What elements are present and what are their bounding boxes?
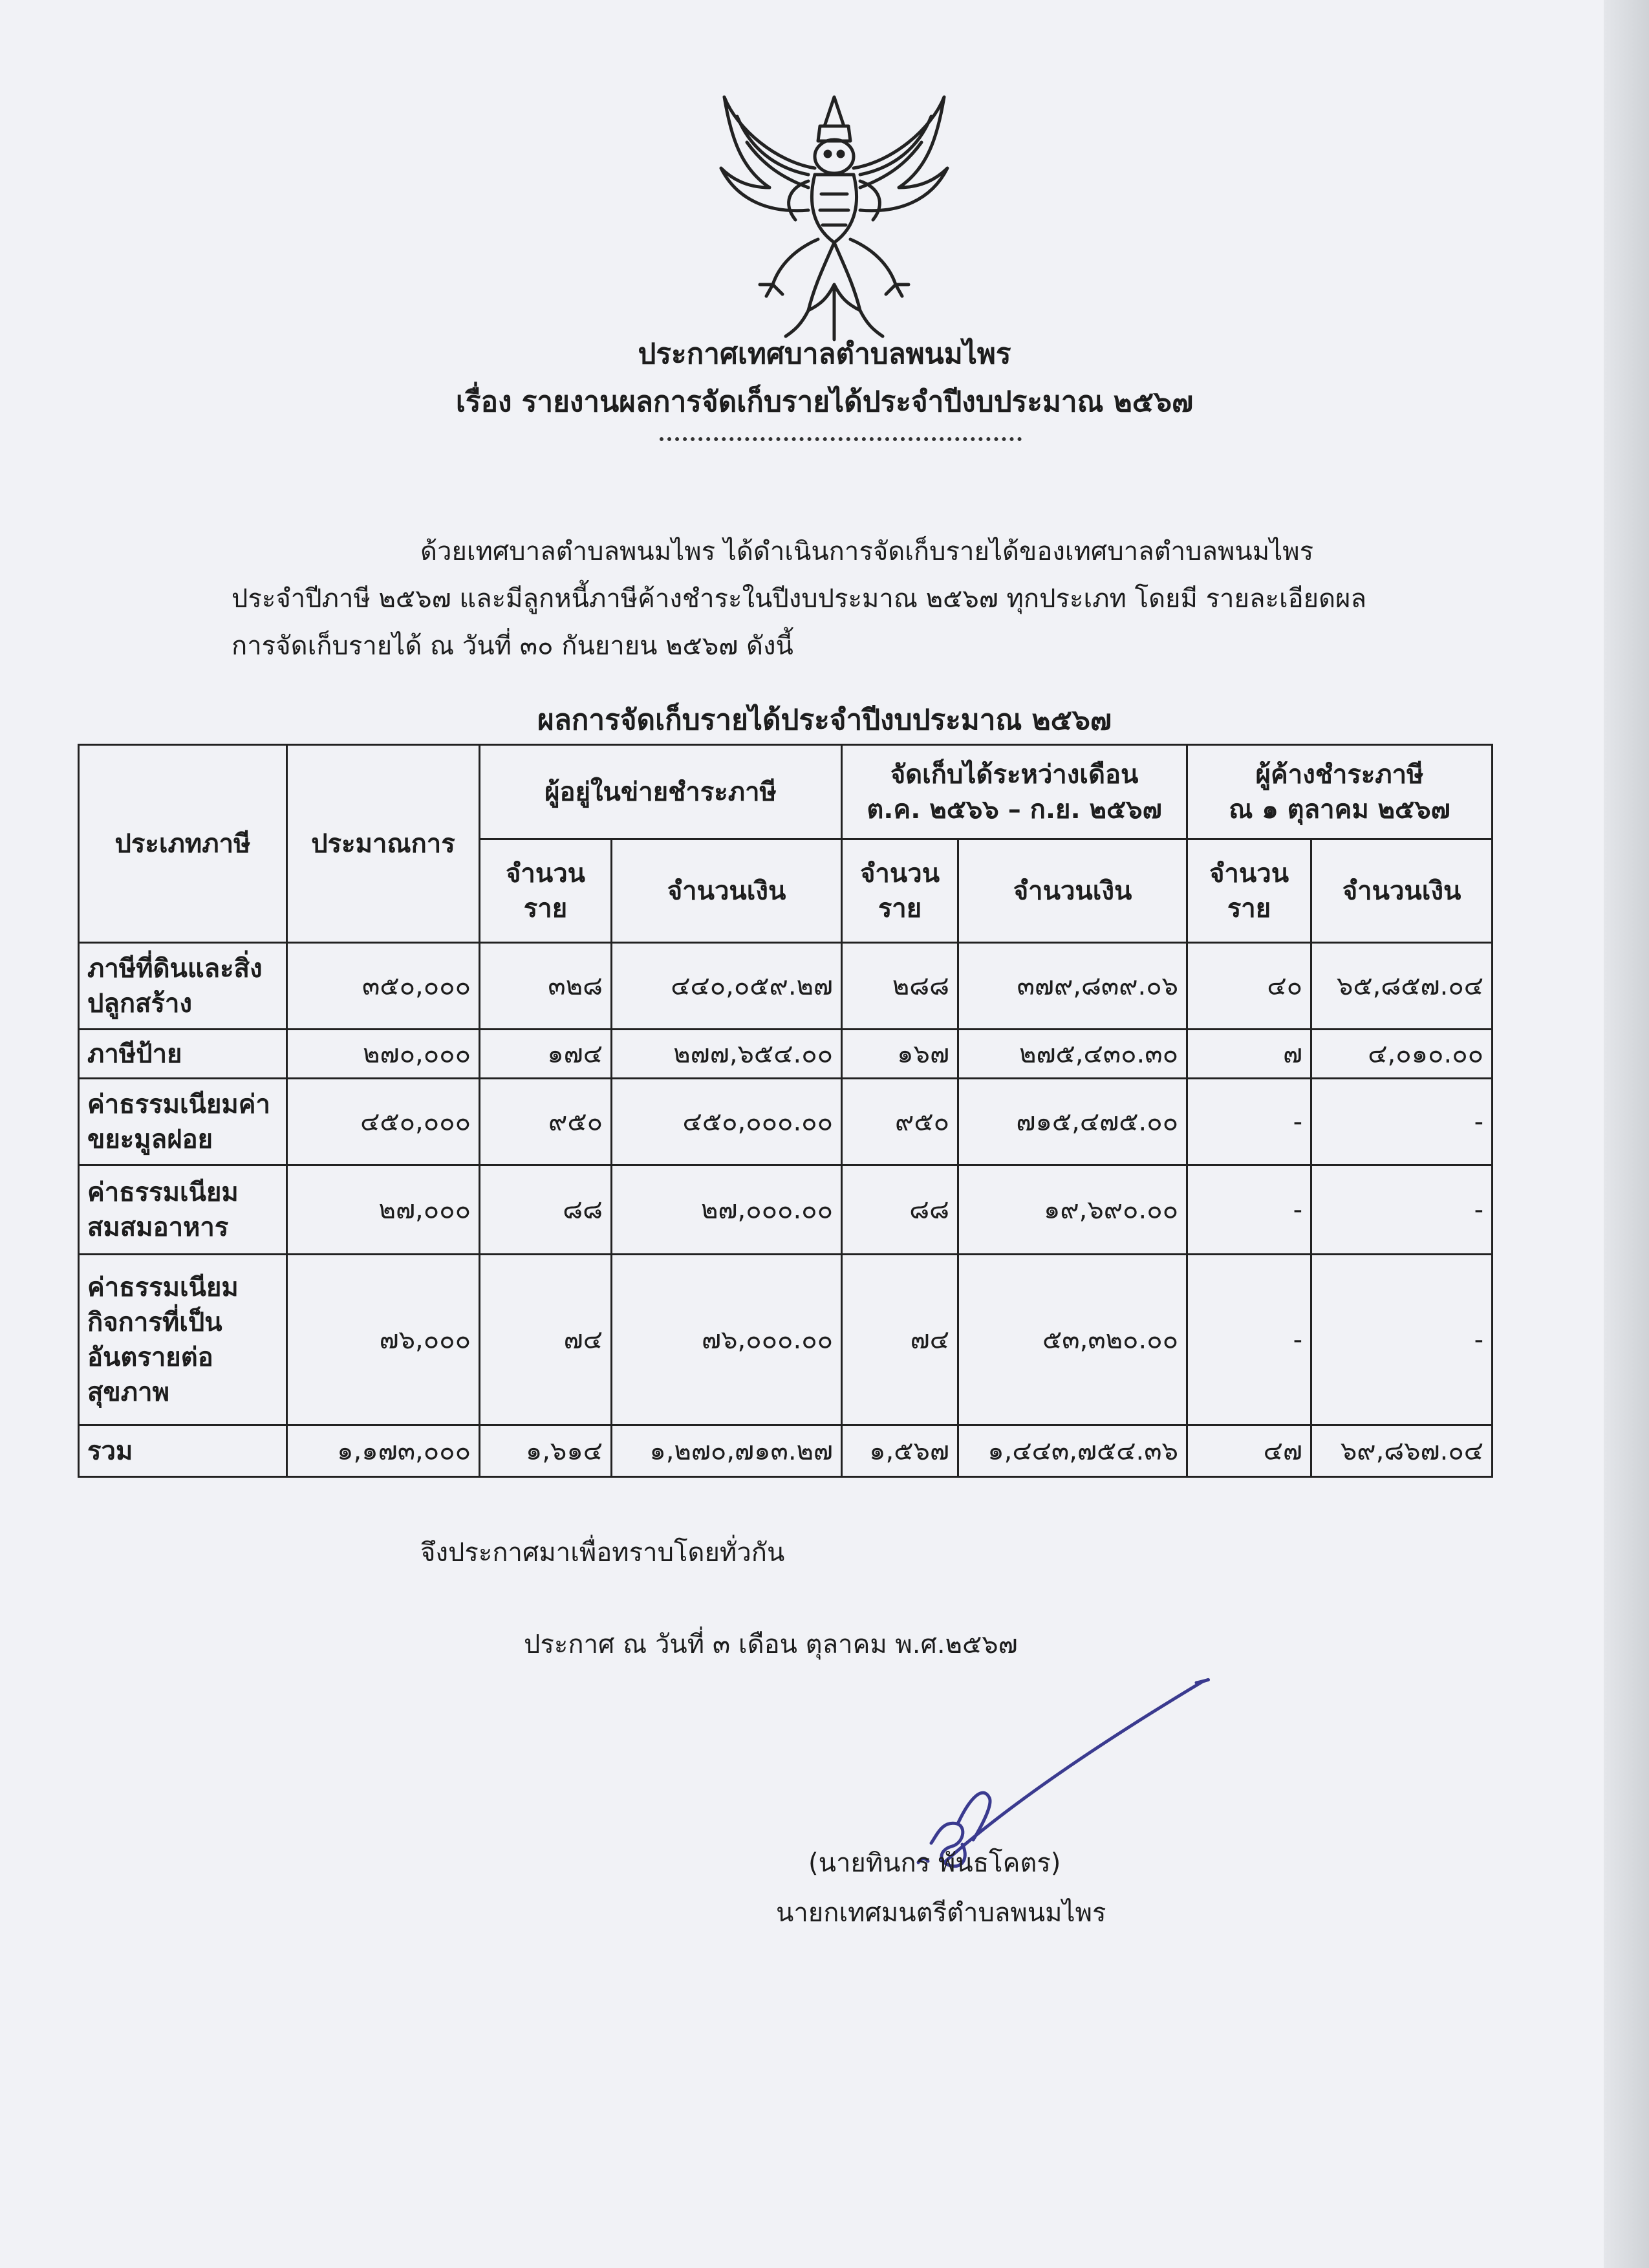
row-tax-type [79,1425,287,1477]
header-count [842,839,958,943]
cell-amount: ๔๔๐,๐๕๙.๒๗ [612,943,842,1030]
cell-count: ๗๔ [842,1255,958,1425]
table-row [79,1165,1493,1255]
table-row [79,1079,1493,1165]
row-tax-type-line: ปลูกสร้าง [87,988,193,1019]
cell-amount: ๒๗,๐๐๐.๐๐ [612,1165,842,1255]
row-tax-type-line: สมสมอาหาร [87,1212,229,1242]
cell-estimate: ๒๗๐,๐๐๐ [287,1030,480,1079]
cell-count: ๓๒๘ [480,943,612,1030]
header-collected-line1: จัดเก็บได้ระหว่างเดือน [890,759,1139,790]
cell-amount: ๒๗๕,๔๓๐.๓๐ [958,1030,1187,1079]
header-amount: จำนวนเงิน [612,839,842,943]
header-count [480,839,612,943]
closing-text: จึงประกาศมาเพื่อทราบโดยทั่วกัน [420,1538,785,1568]
intro-line-1: ด้วยเทศบาลตำบลพนมไพร ได้ดำเนินการจัดเก็บรายได้ของเทศบาลตำบลพนมไพร [420,537,1314,567]
header-count-line1: จำนวน [1209,858,1289,889]
cell-amount: ๑๙,๖๙๐.๐๐ [958,1165,1187,1255]
cell-amount: ๕๓,๓๒๐.๐๐ [958,1255,1187,1425]
header-outstanding-line2: ณ ๑ ตุลาคม ๒๕๖๗ [1229,794,1450,825]
table-title: ผลการจัดเก็บรายได้ประจำปีงบประมาณ ๒๕๖๗ [537,704,1112,737]
row-tax-type-line: ค่าธรรมเนียมค่า [87,1089,271,1119]
intro-line-2: ประจำปีภาษี ๒๕๖๗ และมีลูกหนี้ภาษีค้างชำระในปีงบประมาณ ๒๕๖๗ ทุกประเภท โดยมี รายละเอียดผล [232,584,1366,614]
row-tax-type-line: ภาษีที่ดินและสิ่ง [87,953,263,984]
row-tax-type-line: ค่าธรรมเนียม [87,1272,239,1302]
row-tax-type-line: ค่าธรรมเนียม [87,1177,239,1207]
cell-amount: - [1311,1255,1493,1425]
header-estimate: ประมาณการ [287,745,480,943]
row-tax-type-line: ภาษีป้าย [87,1039,182,1069]
header-count-line2: ราย [1227,893,1271,923]
cell-amount: ๖๙,๘๖๗.๐๔ [1311,1425,1493,1477]
header-outstanding [1187,745,1493,839]
table-row [79,1030,1493,1079]
row-tax-type-line: รวม [87,1436,133,1466]
cell-estimate: ๓๕๐,๐๐๐ [287,943,480,1030]
header-collected-line2: ต.ค. ๒๕๖๖ – ก.ย. ๒๕๖๗ [867,794,1162,825]
cell-count: ๙๕๐ [480,1079,612,1165]
dotted-separator [660,437,1022,441]
row-tax-type-line: ขยะมูลฝอย [87,1124,213,1154]
cell-count: ๑,๕๖๗ [842,1425,958,1477]
cell-estimate: ๒๗,๐๐๐ [287,1165,480,1255]
cell-count: ๗๔ [480,1255,612,1425]
row-tax-type-line: อันตรายต่อ [87,1342,213,1372]
header-collected [842,745,1187,839]
header-taxpayers: ผู้อยู่ในข่ายชำระภาษี [480,745,842,839]
header-count-line1: จำนวน [505,858,586,889]
revenue-table [78,744,1493,1478]
row-tax-type [79,1165,287,1255]
cell-count: ๑,๖๑๔ [480,1425,612,1477]
cell-count: ๑๗๔ [480,1030,612,1079]
cell-amount: ๗๖,๐๐๐.๐๐ [612,1255,842,1425]
cell-amount: ๑,๒๗๐,๗๑๓.๒๗ [612,1425,842,1477]
cell-amount: ๗๑๕,๔๗๕.๐๐ [958,1079,1187,1165]
cell-count: - [1187,1255,1311,1425]
date-line: ประกาศ ณ วันที่ ๓ เดือน ตุลาคม พ.ศ.๒๕๖๗ [524,1630,1018,1659]
row-tax-type-line: สุขภาพ [87,1377,169,1407]
row-tax-type [79,943,287,1030]
header-count [1187,839,1311,943]
table-row [79,943,1493,1030]
row-tax-type [79,1030,287,1079]
cell-count: ๙๕๐ [842,1079,958,1165]
cell-count: ๔๗ [1187,1425,1311,1477]
cell-count: ๔๐ [1187,943,1311,1030]
garuda-emblem [711,91,957,343]
cell-amount: ๒๗๗,๖๕๔.๐๐ [612,1030,842,1079]
cell-amount: ๔๕๐,๐๐๐.๐๐ [612,1079,842,1165]
cell-count: ๘๘ [842,1165,958,1255]
header-amount: จำนวนเงิน [958,839,1187,943]
cell-count: ๑๖๗ [842,1030,958,1079]
header-count-line1: จำนวน [859,858,940,889]
header-count-line2: ราย [523,893,568,923]
table-row-total [79,1425,1493,1477]
header-count-line2: ราย [878,893,922,923]
signer-position: นายกเทศมนตรีตำบลพนมไพร [776,1898,1106,1928]
cell-estimate: ๗๖,๐๐๐ [287,1255,480,1425]
cell-amount: - [1311,1165,1493,1255]
cell-estimate: ๔๕๐,๐๐๐ [287,1079,480,1165]
header-amount: จำนวนเงิน [1311,839,1493,943]
cell-estimate: ๑,๑๗๓,๐๐๐ [287,1425,480,1477]
cell-amount: ๓๗๙,๘๓๙.๐๖ [958,943,1187,1030]
subject-heading: เรื่อง รายงานผลการจัดเก็บรายได้ประจำปีงบประมาณ ๒๕๖๗ [455,385,1194,418]
announcement-heading: ประกาศเทศบาลตำบลพนมไพร [638,338,1011,371]
row-tax-type [79,1079,287,1165]
row-tax-type-line: กิจการที่เป็น [87,1307,222,1337]
cell-amount: ๔,๐๑๐.๐๐ [1311,1030,1493,1079]
cell-amount: ๑,๔๔๓,๗๕๔.๓๖ [958,1425,1187,1477]
cell-count: ๗ [1187,1030,1311,1079]
table-row [79,1255,1493,1425]
intro-line-3: การจัดเก็บรายได้ ณ วันที่ ๓๐ กันยายน ๒๕๖๗ ดังนี้ [232,631,793,661]
header-tax-type: ประเภทภาษี [79,745,287,943]
signer-name: (นายทินกร พันธโคตร) [808,1848,1061,1878]
cell-count: - [1187,1079,1311,1165]
header-outstanding-line1: ผู้ค้างชำระภาษี [1255,759,1424,790]
cell-amount: - [1311,1079,1493,1165]
cell-amount: ๖๕,๘๕๗.๐๔ [1311,943,1493,1030]
cell-count: - [1187,1165,1311,1255]
row-tax-type [79,1255,287,1425]
cell-count: ๘๘ [480,1165,612,1255]
cell-count: ๒๘๘ [842,943,958,1030]
